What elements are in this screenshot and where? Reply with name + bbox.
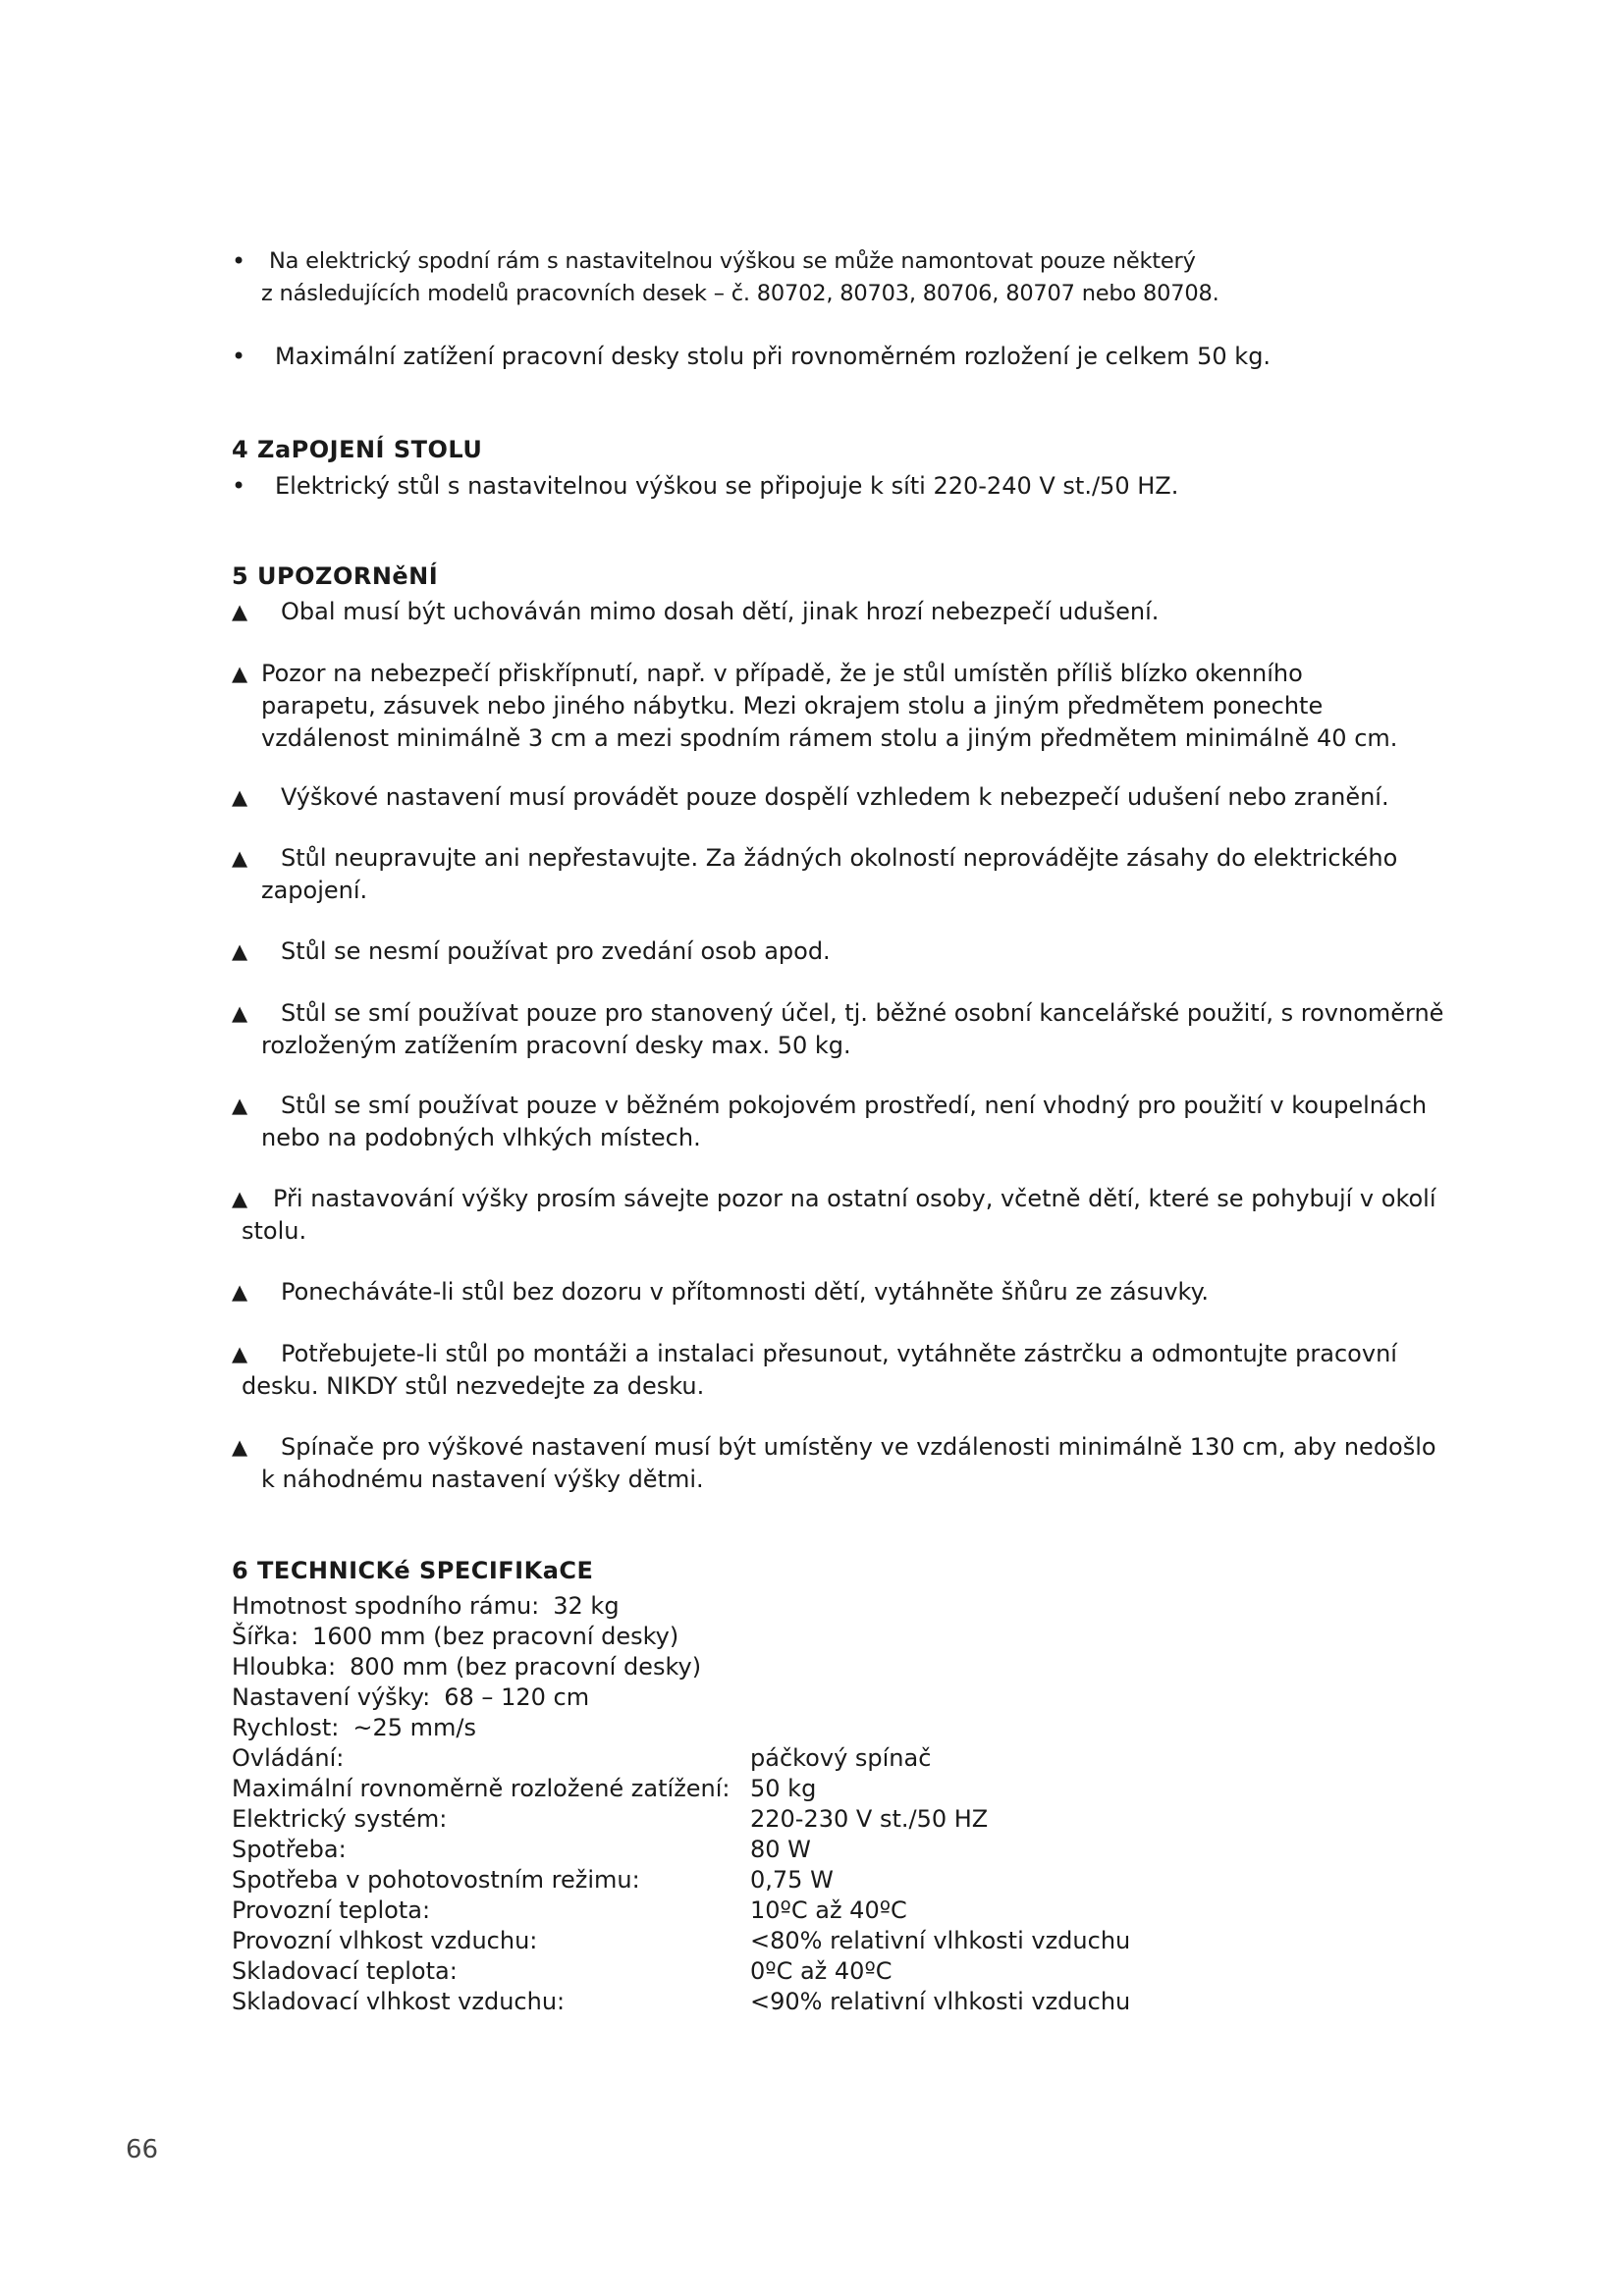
spec-row [232,1865,834,1896]
bullet-marker: • [232,472,246,500]
warning-item [232,596,1449,628]
spec-value: 80 W [750,1836,811,1863]
spec-value: páčkový spínač [750,1744,932,1772]
bullet-text-line: Na elektrický spodní rám s nastavitelnou výškou se může namontovat pouze některý [269,248,1196,274]
spec-label: Rychlost: [232,1714,340,1741]
spec-label: Elektrický systém: [232,1805,448,1833]
warning-item [232,781,1449,814]
warning-text-line: Stůl se nesmí používat pro zvedání osob apod. [281,937,831,965]
warning-text-line: vzdálenost minimálně 3 cm a mezi spodním rámem stolu a jiným předmětem minimálně 40 cm. [261,724,1398,752]
warning-text-line: Spínače pro výškové nastavení musí být umístěny ve vzdálenosti minimálně 130 cm, aby nedošlo [281,1433,1436,1461]
warning-triangle-icon: ▲ [232,846,248,870]
spec-label: Provozní vlhkost vzduchu: [232,1927,538,1954]
warning-item [232,1276,1449,1308]
spec-label: Nastavení výšky: [232,1683,431,1711]
warning-text-line: Pozor na nebezpečí přiskřípnutí, např. v případě, že je stůl umístěn příliš blízko okenního [261,660,1303,687]
spec-label: Šířka: [232,1623,299,1650]
spec-value: 50 kg [750,1775,817,1802]
warning-triangle-icon: ▲ [232,1342,248,1365]
spec-value: 0ºC až 40ºC [750,1957,893,1985]
spec-label: Spotřeba: [232,1836,347,1863]
warning-triangle-icon: ▲ [232,662,248,685]
spec-label: Hmotnost spodního rámu: [232,1592,540,1620]
page-number: 66 [126,2135,159,2164]
spec-row [232,1682,731,1713]
warning-triangle-icon: ▲ [232,785,248,809]
warning-text-line: Ponecháváte-li stůl bez dozoru v přítomnosti dětí, vytáhněte šňůru ze zásuvky. [281,1278,1209,1306]
warning-text-line: stolu. [242,1217,307,1245]
spec-value: 10ºC až 40ºC [750,1896,907,1924]
spec-value: 0,75 W [750,1866,834,1894]
warning-triangle-icon: ▲ [232,1280,248,1304]
spec-row [232,1896,907,1926]
warning-text-line: Stůl neupravujte ani nepřestavujte. Za žádných okolností neprovádějte zásahy do elektrického [281,844,1398,872]
bullet-text-line: z následujících modelů pracovních desek – č. 80702, 80703, 80706, 80707 nebo 80708. [261,281,1219,306]
warning-item [232,1183,1449,1248]
spec-label: Maximální rovnoměrně rozložené zatížení: [232,1775,731,1802]
spec-label: Skladovací vlhkost vzduchu: [232,1988,566,2015]
spec-row [232,1591,731,1622]
warning-item [232,1090,1449,1154]
warning-text-line: Obal musí být uchováván mimo dosah dětí, jinak hrozí nebezpečí udušení. [281,598,1160,625]
spec-value: <90% relativní vlhkosti vzduchu [750,1988,1131,2015]
warning-triangle-icon: ▲ [232,1435,248,1459]
spec-value: 68 – 120 cm [444,1683,590,1711]
spec-value: 32 kg [553,1592,620,1620]
spec-label: Skladovací teplota: [232,1957,458,1985]
section-6-heading: 6 TECHNICKé SPECIFIKaCE [232,1557,594,1584]
warning-item [232,658,1449,755]
warning-text-line: zapojení. [261,877,368,904]
warning-triangle-icon: ▲ [232,939,248,963]
bullet-text-line: Maximální zatížení pracovní desky stolu při rovnoměrném rozložení je celkem 50 kg. [275,343,1272,370]
spec-value: 800 mm (bez pracovní desky) [350,1653,702,1681]
warning-triangle-icon: ▲ [232,1094,248,1117]
warning-item [232,1431,1449,1496]
warning-text-line: Potřebujete-li stůl po montáži a instalaci přesunout, vytáhněte zástrčku a odmontujte pracovní [281,1340,1397,1367]
intro-bullet-2 [232,341,1439,373]
spec-row [232,1652,731,1682]
spec-row [232,1804,989,1835]
warning-text-line: Stůl se smí používat pouze v běžném pokojovém prostředí, není vhodný pro použití v koupelnách [281,1092,1428,1119]
warning-triangle-icon: ▲ [232,1187,248,1210]
bullet-text-line: Elektrický stůl s nastavitelnou výškou se připojuje k síti 220-240 V st./50 HZ. [275,472,1179,500]
spec-label: Spotřeba v pohotovostním režimu: [232,1866,640,1894]
spec-row [232,1622,731,1652]
bullet-marker: • [232,247,246,275]
spec-row [232,1835,811,1865]
spec-label: Ovládání: [232,1744,345,1772]
spec-label: Provozní teplota: [232,1896,431,1924]
spec-value: ~25 mm/s [352,1714,476,1741]
intro-bullet-1 [232,245,1439,310]
warning-item [232,935,1449,968]
section-5-heading: 5 UPOZORNěNÍ [232,562,439,590]
warning-text-line: desku. NIKDY stůl nezvedejte za desku. [242,1372,705,1400]
section-4-bullet [232,470,1439,503]
warning-triangle-icon: ▲ [232,1001,248,1025]
warning-triangle-icon: ▲ [232,600,248,623]
spec-row [232,1774,817,1804]
warning-text-line: nebo na podobných vlhkých místech. [261,1124,701,1151]
warning-item [232,842,1449,907]
spec-row [232,1987,1131,2017]
warning-text-line: Výškové nastavení musí provádět pouze dospělí vzhledem k nebezpečí udušení nebo zranění. [281,783,1389,811]
warning-item [232,997,1449,1062]
warning-text-line: rozloženým zatížením pracovní desky max. 50 kg. [261,1032,851,1059]
spec-row [232,1743,932,1774]
spec-row [232,1956,893,1987]
warning-text-line: Při nastavování výšky prosím sávejte pozor na ostatní osoby, včetně dětí, které se pohybují v okolí [273,1185,1436,1212]
spec-row [232,1713,731,1743]
spec-value: 220-230 V st./50 HZ [750,1805,989,1833]
spec-value: <80% relativní vlhkosti vzduchu [750,1927,1131,1954]
spec-label: Hloubka: [232,1653,337,1681]
warning-text-line: parapetu, zásuvek nebo jiného nábytku. Mezi okrajem stolu a jiným předmětem ponechte [261,692,1324,720]
warning-item [232,1338,1449,1403]
spec-list [232,1591,1131,2017]
bullet-marker: • [232,343,246,370]
section-4-heading: 4 ZaPOJENÍ STOLU [232,436,483,463]
spec-row [232,1926,1131,1956]
warning-text-line: k náhodnému nastavení výšky dětmi. [261,1466,704,1493]
warning-text-line: Stůl se smí používat pouze pro stanovený účel, tj. běžné osobní kancelářské použití, s rovnoměrně [281,999,1444,1027]
spec-value: 1600 mm (bez pracovní desky) [312,1623,679,1650]
